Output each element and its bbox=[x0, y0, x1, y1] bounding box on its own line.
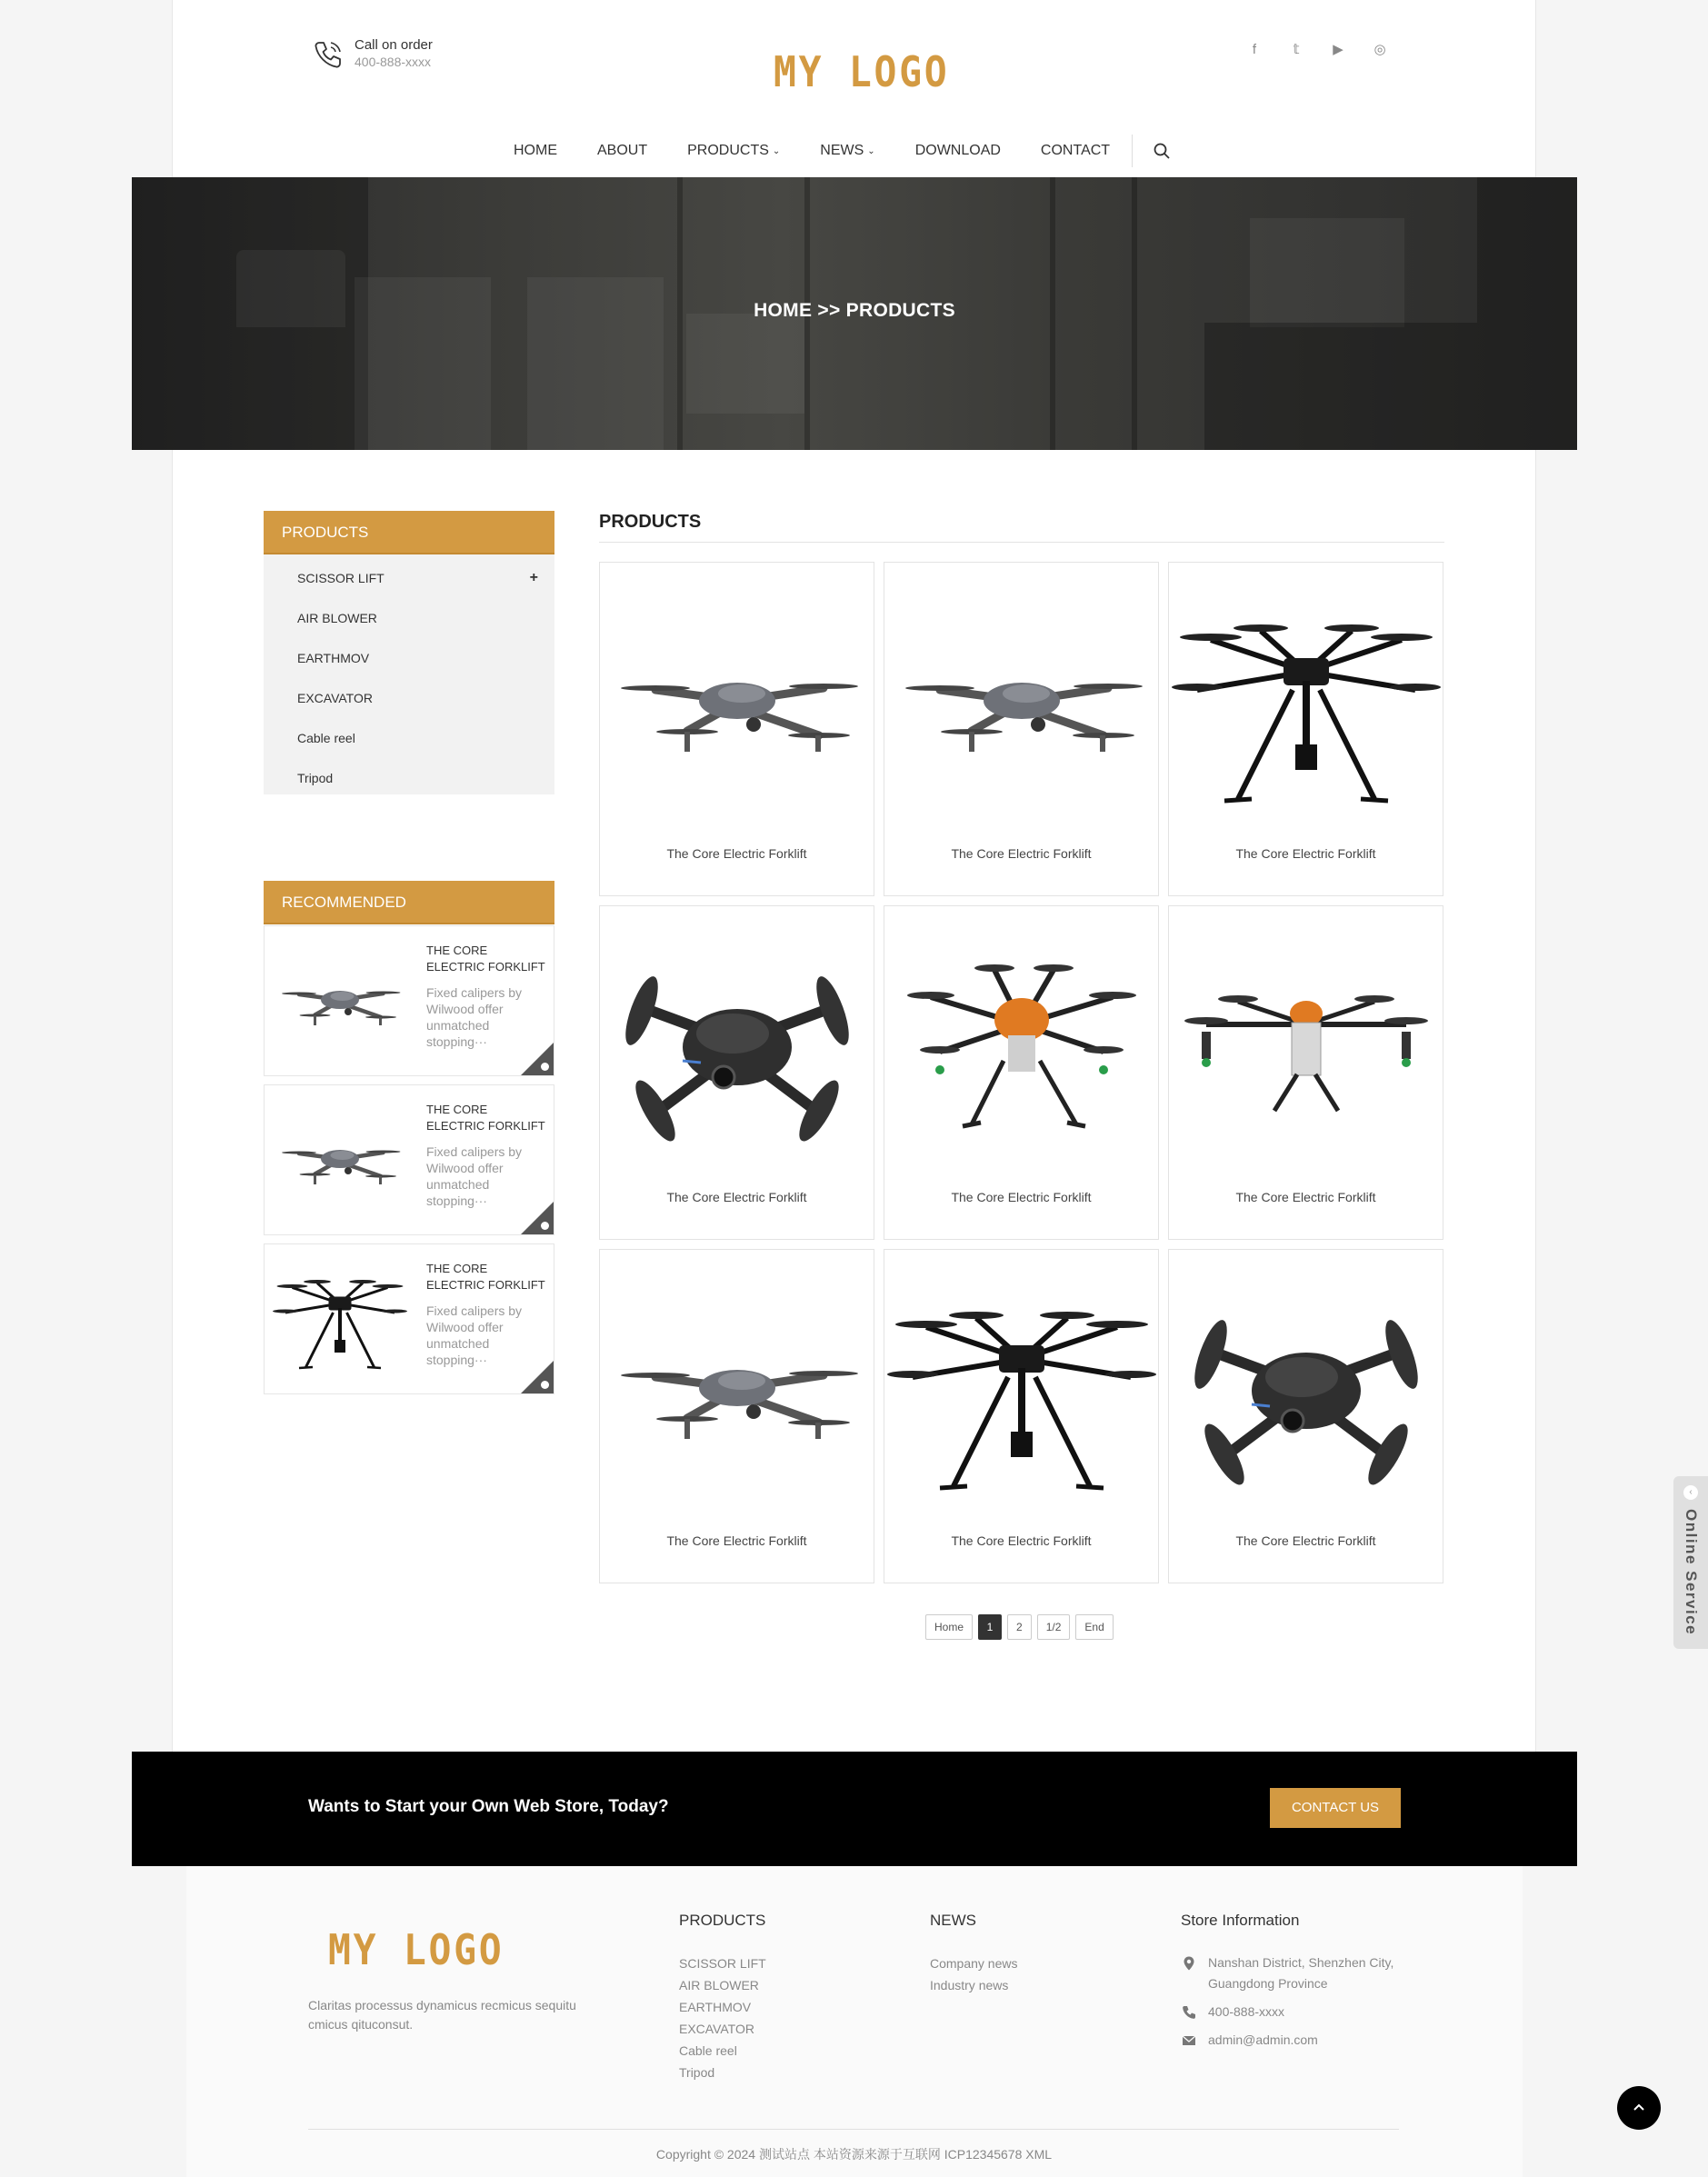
link-icon bbox=[541, 1063, 549, 1071]
agri-drone-image bbox=[885, 924, 1158, 1179]
nav-label: NEWS bbox=[820, 143, 864, 158]
product-card[interactable] bbox=[599, 562, 874, 896]
chevron-up-icon bbox=[1631, 2100, 1647, 2116]
recommended-desc: Fixed calipers by Wilwood offer unmatched stopping··· bbox=[426, 1144, 523, 1208]
sidebar-category-item[interactable] bbox=[264, 718, 554, 758]
store-address bbox=[1181, 1952, 1399, 1994]
chevron-down-icon: ⌄ bbox=[867, 145, 875, 156]
nav-item-contact[interactable] bbox=[1041, 143, 1110, 159]
online-service-tab[interactable] bbox=[1673, 1476, 1708, 1649]
store-email bbox=[1181, 2030, 1399, 2051]
product-name: The Core Electric Forklift bbox=[1235, 846, 1376, 861]
pager-home[interactable]: Home bbox=[925, 1614, 973, 1640]
folding-drone-image bbox=[272, 1099, 408, 1226]
nav-item-download[interactable] bbox=[915, 143, 1001, 159]
address-text: Nanshan District, Shenzhen City, Guangdong Province bbox=[1208, 1955, 1394, 1991]
site-logo[interactable]: MY LOGO bbox=[774, 47, 950, 96]
folding-drone-image bbox=[601, 581, 874, 835]
product-card[interactable] bbox=[884, 1249, 1159, 1583]
agri-drone-wide-image bbox=[1170, 924, 1443, 1179]
footer-product-link[interactable]: EXCAVATOR bbox=[679, 2022, 754, 2036]
folding-drone-image bbox=[885, 581, 1158, 835]
black-drone-image bbox=[1170, 1268, 1443, 1523]
product-name: The Core Electric Forklift bbox=[666, 1533, 807, 1548]
pager-info: 1/2 bbox=[1037, 1614, 1071, 1640]
youtube-icon[interactable]: ▶ bbox=[1333, 42, 1343, 57]
search-icon[interactable] bbox=[1153, 142, 1171, 160]
nav-item-about[interactable] bbox=[597, 143, 647, 159]
product-name: The Core Electric Forklift bbox=[1235, 1190, 1376, 1204]
product-name: The Core Electric Forklift bbox=[951, 1533, 1092, 1548]
mail-icon bbox=[1181, 2032, 1197, 2049]
hexacopter-image bbox=[272, 1258, 408, 1385]
folding-drone-image bbox=[601, 1268, 874, 1523]
product-card[interactable] bbox=[1168, 905, 1443, 1240]
category-label: EARTHMOV bbox=[297, 651, 370, 665]
folding-drone-image bbox=[272, 940, 408, 1067]
recommended-card[interactable] bbox=[264, 925, 554, 1076]
footer-news-title: NEWS bbox=[930, 1912, 976, 1929]
pager-page-2[interactable]: 2 bbox=[1007, 1614, 1032, 1640]
link-icon bbox=[541, 1222, 549, 1230]
product-card[interactable] bbox=[1168, 562, 1443, 896]
category-label: Cable reel bbox=[297, 731, 355, 745]
facebook-icon[interactable]: f bbox=[1252, 41, 1257, 57]
chevron-icon: ‹ bbox=[1683, 1485, 1698, 1500]
product-card[interactable] bbox=[1168, 1249, 1443, 1583]
pager-end[interactable]: End bbox=[1075, 1614, 1113, 1640]
footer-store-title: Store Information bbox=[1181, 1912, 1300, 1929]
footer-product-link[interactable]: Tripod bbox=[679, 2065, 715, 2080]
footer-products-links bbox=[679, 1952, 766, 2083]
link-icon bbox=[541, 1381, 549, 1389]
product-card[interactable] bbox=[599, 905, 874, 1240]
footer-logo[interactable]: MY LOGO bbox=[328, 1925, 504, 1974]
products-title: PRODUCTS bbox=[599, 512, 702, 532]
category-label: Tripod bbox=[297, 771, 334, 785]
footer-product-link[interactable]: Cable reel bbox=[679, 2043, 737, 2058]
product-card[interactable] bbox=[884, 562, 1159, 896]
footer-product-link[interactable]: EARTHMOV bbox=[679, 2000, 752, 2014]
product-name: The Core Electric Forklift bbox=[951, 846, 1092, 861]
expand-plus-icon[interactable]: + bbox=[529, 570, 538, 585]
hexacopter-image bbox=[885, 1268, 1158, 1523]
nav-item-news[interactable] bbox=[820, 143, 874, 159]
footer-product-link[interactable]: SCISSOR LIFT bbox=[679, 1956, 766, 1971]
nav-item-home[interactable] bbox=[514, 143, 557, 159]
title-divider bbox=[599, 542, 1444, 543]
sidebar-category-item[interactable] bbox=[264, 638, 554, 678]
footer-news-link[interactable]: Company news bbox=[930, 1956, 1018, 1971]
corner-badge bbox=[521, 1043, 554, 1075]
recommended-desc: Fixed calipers by Wilwood offer unmatched stopping··· bbox=[426, 985, 523, 1049]
pager-page-1[interactable]: 1 bbox=[978, 1614, 1002, 1640]
corner-badge bbox=[521, 1361, 554, 1393]
product-card[interactable] bbox=[884, 905, 1159, 1240]
recommended-title: THE CORE ELECTRIC FORKLIFT bbox=[426, 1262, 545, 1292]
cta-banner bbox=[132, 1752, 1577, 1866]
phone-text: 400-888-xxxx bbox=[1208, 2004, 1285, 2019]
phone-icon bbox=[1181, 2004, 1197, 2021]
nav-label: CONTACT bbox=[1040, 143, 1111, 158]
nav-label: PRODUCTS bbox=[687, 143, 769, 158]
sidebar-category-item[interactable] bbox=[264, 678, 554, 718]
recommended-desc: Fixed calipers by Wilwood offer unmatched stopping··· bbox=[426, 1303, 523, 1367]
sidebar-category-item[interactable] bbox=[264, 598, 554, 638]
recommended-title: THE CORE ELECTRIC FORKLIFT bbox=[426, 944, 545, 974]
social-links bbox=[1245, 40, 1389, 58]
sidebar-recommended-title: RECOMMENDED bbox=[264, 881, 554, 924]
product-name: The Core Electric Forklift bbox=[951, 1190, 1092, 1204]
phone-icon bbox=[313, 39, 344, 70]
footer-product-link[interactable]: AIR BLOWER bbox=[679, 1978, 759, 1992]
recommended-card[interactable] bbox=[264, 1243, 554, 1394]
back-to-top-button[interactable] bbox=[1617, 2086, 1661, 2130]
chevron-down-icon: ⌄ bbox=[772, 145, 781, 156]
black-drone-image bbox=[601, 924, 874, 1179]
category-label: SCISSOR LIFT bbox=[297, 571, 385, 585]
product-name: The Core Electric Forklift bbox=[666, 846, 807, 861]
footer-divider bbox=[308, 2129, 1399, 2130]
product-name: The Core Electric Forklift bbox=[666, 1190, 807, 1204]
location-pin-icon bbox=[1181, 1955, 1197, 1972]
pagination bbox=[925, 1614, 1114, 1640]
footer-store-info bbox=[1181, 1952, 1399, 2058]
recommended-thumbnail bbox=[272, 963, 408, 1044]
sidebar-category-list bbox=[264, 554, 554, 794]
recommended-card[interactable] bbox=[264, 1084, 554, 1235]
store-phone bbox=[1181, 2002, 1399, 2022]
recommended-thumbnail bbox=[272, 1122, 408, 1203]
sidebar-category-item[interactable] bbox=[264, 558, 554, 598]
corner-badge bbox=[521, 1202, 554, 1234]
contact-us-button[interactable]: CONTACT US bbox=[1270, 1788, 1401, 1828]
sidebar-category-item[interactable] bbox=[264, 758, 554, 798]
nav-divider bbox=[1132, 135, 1133, 167]
online-service-label: Online Service bbox=[1683, 1509, 1700, 1636]
page-banner bbox=[132, 177, 1577, 450]
phone-number: 400-888-xxxx bbox=[355, 55, 432, 69]
footer-news-links bbox=[930, 1952, 1018, 1996]
copyright: Copyright © 2024 测试站点 本站资源来源于互联网 ICP12345678 XML bbox=[655, 2147, 1053, 2162]
hexacopter-image bbox=[1170, 581, 1443, 835]
instagram-icon[interactable]: ◎ bbox=[1373, 42, 1386, 57]
nav-label: ABOUT bbox=[597, 143, 648, 158]
category-label: EXCAVATOR bbox=[297, 691, 373, 705]
category-label: AIR BLOWER bbox=[297, 611, 377, 625]
nav-label: HOME bbox=[514, 143, 557, 158]
main-nav bbox=[514, 135, 1171, 167]
twitter-icon[interactable]: 𝕥 bbox=[1293, 42, 1300, 57]
nav-item-products[interactable] bbox=[687, 143, 780, 159]
product-name: The Core Electric Forklift bbox=[1235, 1533, 1376, 1548]
cta-text: Wants to Start your Own Web Store, Today? bbox=[308, 1797, 669, 1816]
recommended-title: THE CORE ELECTRIC FORKLIFT bbox=[426, 1103, 545, 1133]
phone-title: Call on order bbox=[355, 37, 433, 53]
sidebar-products-title: PRODUCTS bbox=[264, 511, 554, 554]
footer-news-link[interactable]: Industry news bbox=[930, 1978, 1009, 1992]
product-card[interactable] bbox=[599, 1249, 874, 1583]
recommended-thumbnail bbox=[272, 1281, 408, 1363]
call-on-order[interactable] bbox=[313, 36, 433, 70]
footer-products-title: PRODUCTS bbox=[679, 1912, 766, 1929]
email-text[interactable]: admin@admin.com bbox=[1208, 2032, 1318, 2047]
breadcrumb: HOME >> PRODUCTS bbox=[754, 300, 955, 321]
nav-label: DOWNLOAD bbox=[914, 143, 1001, 158]
footer-description: Claritas processus dynamicus recmicus sequitu cmicus qituconsut. bbox=[308, 1998, 576, 2032]
